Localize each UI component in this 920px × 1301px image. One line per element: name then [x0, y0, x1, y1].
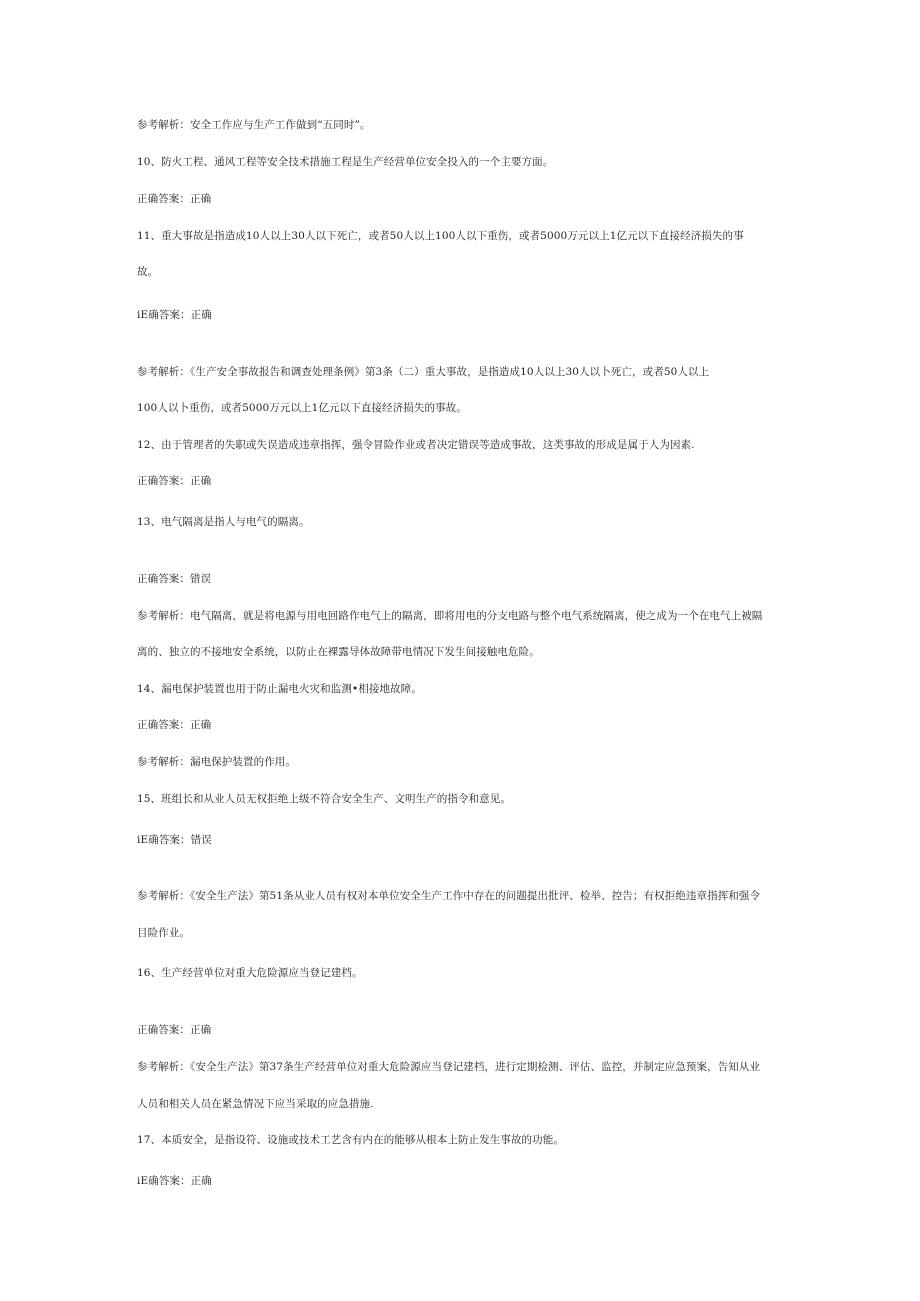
- answer-q16: 正确答案：正确: [137, 1024, 212, 1036]
- answer-q15: iE确答案：错误: [137, 834, 212, 846]
- analysis-q14: 参考解析：漏电保护装置的作用。: [137, 756, 296, 768]
- analysis-q15-line2: 目险作业。: [137, 927, 190, 939]
- answer-q13: 正确答案：错误: [137, 573, 212, 585]
- analysis-q11-line1: 参考解析：《生产安全事故报告和调查处理条例》第3条（二）重大事故，是指造成10人以上30人以卜死亡，或者50人以上: [137, 366, 710, 378]
- question-11-line1: 11、重大事故是指造成10人以上30人以下死亡，或者50人以上100人以下重伤，或者5000万元以上1亿元以下直接经济损失的事: [137, 230, 744, 242]
- analysis-q16-line1: 参考解析：《安全生产法》第37条生产经营单位对重大危险源应当登记建档，进行定期检测、评估、监控，并制定应急预案，告知从业: [137, 1061, 761, 1073]
- question-15: 15、班组长和从业人员无权拒绝上级不符合安全生产、文明生产的指令和意见。: [137, 793, 511, 805]
- analysis-q15-line1: 参考解析：《安全生产法》第51条从业人员有权对本单位安全生产工作中存在的问题提出批评、检举、控告；有权拒绝违章指挥和强令: [137, 890, 761, 902]
- analysis-q16-line2: 人员和相关人员在紧急情况下应当采取的应急措施.: [137, 1098, 374, 1110]
- answer-q12: 正确答案：正确: [137, 475, 212, 487]
- analysis-q11-line2: 100人以卜重伤，或者5000万元以上1亿元以下直接经济损失的事故。: [137, 402, 467, 414]
- question-13: 13、电气隔离是指人与电气的隔离。: [137, 516, 310, 528]
- answer-q14: 正确答案：正确: [137, 719, 212, 731]
- question-17: 17、本质安全，是指设符、设施或技术工艺含有内在的能够从根本上防止发生事故的功能。: [137, 1134, 564, 1146]
- question-16: 16、生产经营单位对重大危险源应当登记建档。: [137, 967, 363, 979]
- question-10: 10、防火工程、通风工程等安全技术措施工程是生产经营单位安全投入的一个主要方面。: [137, 156, 554, 168]
- question-11-line2: 故。: [137, 266, 159, 278]
- question-14: 14、漏电保护装置也用于防止漏电火灾和监测•相接地故障。: [137, 683, 422, 695]
- answer-q17: iE确答案：正确: [137, 1175, 212, 1187]
- analysis-q9: 参考解析：安全工作应与生产工作做到“五同时”。: [137, 119, 371, 131]
- answer-q11: iE确答案：正确: [137, 309, 212, 321]
- answer-q10: 正确答案：正确: [137, 193, 212, 205]
- analysis-q13-line1: 参考解析：电气隔离，就是将电源与用电回路作电气上的隔离，即将用电的分支电路与整个电气系统隔离，使之成为一个在电气上被隔: [137, 610, 763, 622]
- question-12: 12、由于管理者的失职或失误造成违章指挥，强令冒险作业或者决定错误等造成事故，这类事故的形成是属于人为因素.: [137, 439, 695, 451]
- analysis-q13-line2: 离的、独立的不接地安全系统，以防止在裸露导体故障带电情况下发生间接触电危险。: [137, 646, 540, 658]
